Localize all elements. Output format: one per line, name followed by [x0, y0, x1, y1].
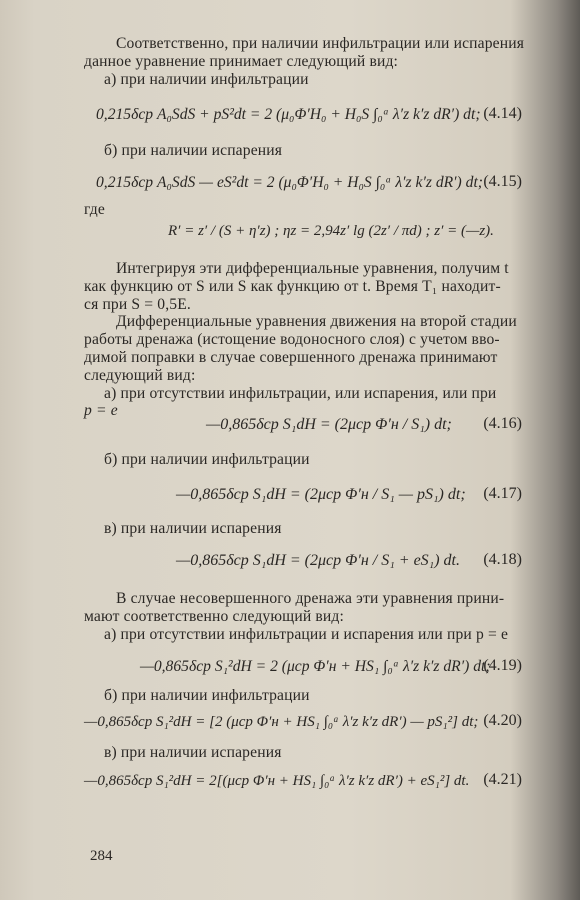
equation-4-18: —0,865δср S₁dH = (2μср Φ′н / S₁ + eS₁) dt. [176, 552, 460, 569]
text-line: данное уравнение принимает следующий вид: [84, 53, 399, 70]
text-line: а) при отсутствии инфильтрации, или испарения, или при [104, 385, 497, 402]
text-line: б) при наличии инфильтрации [104, 451, 310, 468]
text-line: а) при отсутствии инфильтрации и испарения или при p = e [104, 626, 509, 643]
equation-4-20: —0,865δср S₁²dH = [2 (μср Φ′н + HS₁ ∫₀ᵃ λ′z k′z dR′) — pS₁²] dt; [84, 714, 479, 730]
text-line: ся при S = 0,5E. [84, 296, 191, 313]
equation-4-14: 0,215δср A₀SdS + pS²dt = 2 (μ₀Φ′H₀ + H₀S ∫₀ᵃ λ′z k′z dR′) dt; [96, 106, 481, 123]
equation-number: (4.21) [483, 771, 522, 788]
text-line: в) при наличии испарения [104, 520, 282, 537]
text-line: в) при наличии испарения [104, 744, 282, 761]
equation-4-16: —0,865δср S₁dH = (2μср Φ′н / S₁) dt; [206, 416, 452, 433]
equation-4-15: 0,215δср A₀SdS — eS²dt = 2 (μ₀Φ′H₀ + H₀S ∫₀ᵃ λ′z k′z dR′) dt; [96, 174, 483, 191]
equation-number: (4.18) [483, 551, 522, 568]
text-line: работы дренажа (истощение водоносного слоя) с учетом вво- [84, 331, 500, 348]
text-line: следующий вид: [84, 367, 196, 384]
equation-4-19: —0,865δср S₁²dH = 2 (μср Φ′н + HS₁ ∫₀ᵃ λ′z k′z dR′) dt; [140, 658, 491, 675]
text-line: Дифференциальные уравнения движения на второй стадии [116, 313, 517, 330]
equation-number: (4.17) [483, 485, 522, 502]
definitions-equation: R′ = z′ / (S + η′z) ; ηz = 2,94z′ lg (2z′ / πd) ; z′ = (—z). [168, 223, 494, 239]
page-number: 284 [90, 848, 113, 864]
equation-number: (4.16) [483, 415, 522, 432]
text-line: В случае несовершенного дренажа эти уравнения прини- [116, 590, 505, 607]
equation-number: (4.14) [483, 105, 522, 122]
equation-number: (4.19) [483, 657, 522, 674]
text-line: Соответственно, при наличии инфильтрации или испарения [116, 35, 525, 52]
text-line: а) при наличии инфильтрации [104, 71, 309, 88]
equation-4-17: —0,865δср S₁dH = (2μср Φ′н / S₁ — pS₁) dt; [176, 486, 466, 503]
text-line: как функцию от S или S как функцию от t. Время T₁ находит- [84, 278, 501, 295]
text-line: мают соответственно следующий вид: [84, 608, 344, 625]
text-line: б) при наличии испарения [104, 142, 283, 159]
text-line: б) при наличии инфильтрации [104, 687, 310, 704]
text-line: где [84, 201, 105, 218]
text-line: p = e [84, 402, 118, 419]
equation-number: (4.15) [483, 173, 522, 190]
equation-number: (4.20) [483, 712, 522, 729]
text-line: Интегрируя эти дифференциальные уравнения, получим t [116, 260, 509, 277]
text-line: димой поправки в случае совершенного дренажа принимают [84, 349, 498, 366]
equation-4-21: —0,865δср S₁²dH = 2[(μср Φ′н + HS₁ ∫₀ᵃ λ′z k′z dR′) + eS₁²] dt. [84, 773, 470, 789]
